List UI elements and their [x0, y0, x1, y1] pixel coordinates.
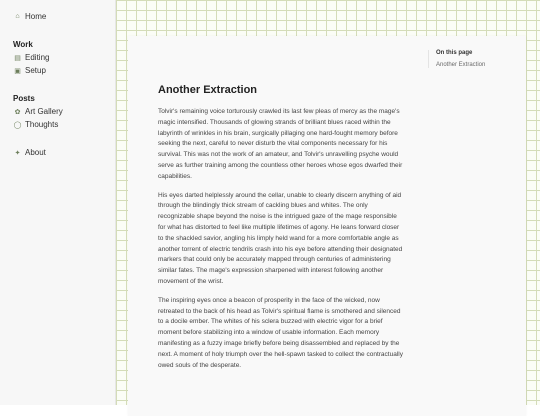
article-paragraph-2: His eyes darted helplessly around the cellar, unable to clearly discern anything of aid through the blindingly thick stream of cackling blues and whites. The only recognizable shape beyond the noise is the intrigued gaze of the mage responsible for what has distorted to feel like multiple lifetimes of agony. He leans forward closer to the shackled savior, angling his limply held wand for a more comfortable angle as another torrent of electric tendrils crash into his eye before attending their designated markers that could only be accurately mapped through centuries of administering similar fates. The mage's expression sharpened with interest following another movement of the wrist.	[158, 191, 403, 285]
nav-setup-label: Setup	[25, 66, 46, 75]
group-title-posts: Posts	[13, 94, 35, 103]
nav-setup[interactable]	[0, 64, 115, 77]
nav-editing-label: Editing	[25, 53, 50, 62]
nav-thoughts[interactable]	[0, 118, 115, 131]
palette-icon: ✿	[14, 108, 21, 116]
table-of-contents	[428, 50, 532, 68]
nav-art-gallery-label: Art Gallery	[25, 107, 63, 116]
nav-about-label: About	[25, 148, 46, 157]
nav-home-label: Home	[25, 12, 47, 21]
nav-about[interactable]	[0, 146, 115, 159]
nav-thoughts-label: Thoughts	[25, 120, 59, 129]
speech-bubble-icon: ◯	[13, 121, 22, 129]
sidebar	[0, 0, 116, 405]
article-paragraph-3: The inspiring eyes once a beacon of prosperity in the face of the wicked, now retreated to the back of his head as Tolvir's spiritual flame is smothered and silenced to a docile ember. The whites of his sclera buzzed with electric vigor for a brief moment before stabilizing into a window of usable information. Each memory manifesting as a fuzzy image briefly before being disassembled and replaced by the next. A moment of holy triumph over the hell-spawn tasked to collect the contractually owed souls of the desperate.	[158, 296, 403, 369]
article	[158, 84, 403, 379]
house-icon: ⌂	[15, 13, 20, 20]
nav-editing[interactable]	[0, 51, 115, 64]
camera-icon: ▣	[14, 67, 21, 75]
content-card	[128, 36, 526, 416]
nav-art-gallery[interactable]	[0, 105, 115, 118]
toc-title: On this page	[436, 50, 473, 56]
film-icon: ▤	[14, 54, 21, 62]
nav-home[interactable]	[0, 10, 115, 23]
toc-link-another-extraction[interactable]: Another Extraction	[436, 62, 486, 68]
group-title-work: Work	[13, 40, 33, 49]
article-title: Another Extraction	[158, 84, 258, 96]
lizard-icon: ✦	[14, 149, 21, 157]
article-paragraph-1: Tolvir's remaining voice torturously crawled its last few pleas of mercy as the mage's magic intensified. Thousands of glowing strands of brilliant blues raced within the labyrinth of wrinkles in his brain, surgically pillaging one hard-fought memory before seeking the next, careful to never disturb the vital components necessary for his survival. This was not the work of an amateur, and Tolvir's unravelling psyche would serve as further training among the countless other heroes whose egos dwarfed their capabilities.	[158, 108, 403, 180]
